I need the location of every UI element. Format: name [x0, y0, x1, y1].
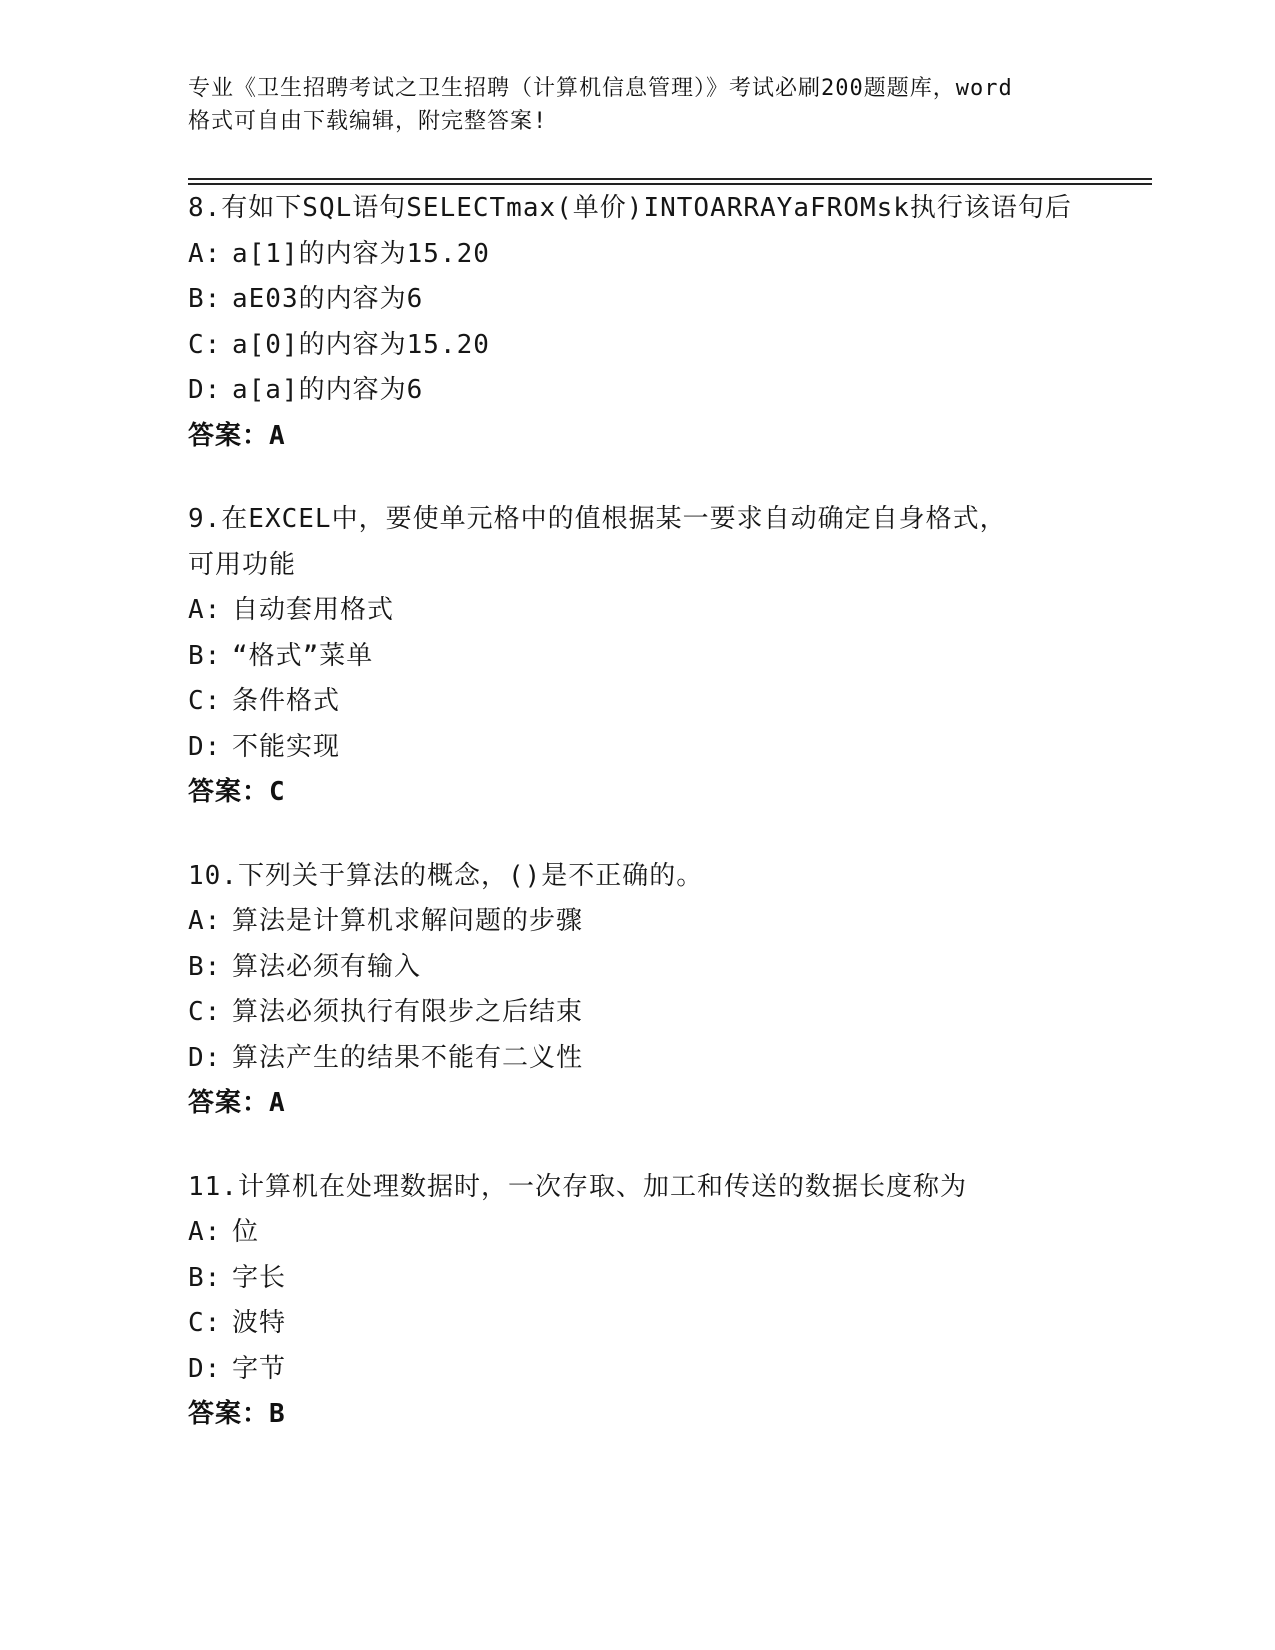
- option-key: D:: [188, 731, 222, 762]
- option-key: B:: [188, 1262, 222, 1293]
- option-key: C:: [188, 329, 222, 360]
- answer-label: 答案：: [188, 777, 270, 807]
- answer-option: [188, 945, 1148, 991]
- answer-line: [188, 1392, 1148, 1438]
- option-text: 算法产生的结果不能有二义性: [232, 1042, 584, 1073]
- answer-option: [188, 1256, 1148, 1302]
- option-text: 字节: [232, 1353, 287, 1384]
- answer-option: [188, 725, 1148, 771]
- option-key: B:: [188, 951, 222, 982]
- answer-value: A: [269, 1088, 286, 1118]
- question-block: [188, 497, 1148, 816]
- option-key: B:: [188, 640, 222, 671]
- option-key: C:: [188, 686, 222, 716]
- answer-line: [188, 1081, 1148, 1127]
- option-text: 算法是计算机求解问题的步骤: [232, 906, 584, 936]
- question-stem: 11.计算机在处理数据时，一次存取、加工和传送的数据长度称为: [188, 1171, 967, 1202]
- option-text: a[a]的内容为6: [232, 375, 424, 405]
- document-header: [188, 72, 1088, 138]
- question-list: [188, 186, 1148, 1476]
- header-divider-top: [188, 178, 1152, 180]
- answer-option: [188, 588, 1148, 634]
- question-stem: 8.有如下SQL语句SELECTmax(单价)INTOARRAYaFROMsk执行该语句后: [188, 193, 1072, 223]
- option-key: D:: [188, 1042, 222, 1073]
- question-block: [188, 854, 1148, 1127]
- answer-option: [188, 232, 1148, 278]
- answer-option: [188, 368, 1148, 414]
- answer-option: [188, 634, 1148, 680]
- answer-value: C: [269, 777, 286, 807]
- option-key: A:: [188, 906, 222, 936]
- answer-label: 答案：: [188, 1399, 270, 1429]
- option-text: “格式”菜单: [232, 640, 374, 671]
- answer-label: 答案：: [188, 1088, 270, 1118]
- answer-label: 答案：: [188, 420, 270, 451]
- answer-option: [188, 1347, 1148, 1393]
- answer-option: [188, 1036, 1148, 1082]
- answer-line: [188, 414, 1148, 460]
- question-block: [188, 1165, 1148, 1438]
- answer-option: [188, 1210, 1148, 1256]
- answer-option: [188, 679, 1148, 725]
- header-line-1: 专业《卫生招聘考试之卫生招聘（计算机信息管理）》考试必刷200题题库，word: [188, 76, 1013, 101]
- answer-value: B: [269, 1399, 286, 1429]
- option-text: a[1]的内容为15.20: [232, 238, 490, 269]
- option-key: B:: [188, 284, 222, 314]
- header-divider-bottom: [188, 183, 1152, 185]
- header-line-2: 格式可自由下载编辑，附完整答案!: [188, 109, 548, 134]
- option-key: D:: [188, 1353, 222, 1384]
- answer-option: [188, 1301, 1148, 1347]
- option-text: 算法必须有输入: [232, 951, 422, 982]
- option-key: A:: [188, 238, 222, 269]
- option-key: A:: [188, 1217, 222, 1247]
- option-text: a[0]的内容为15.20: [232, 329, 490, 360]
- question-stem: 9.在EXCEL中，要使单元格中的值根据某一要求自动确定自身格式，: [188, 504, 1007, 534]
- option-key: C:: [188, 1308, 222, 1338]
- answer-option: [188, 277, 1148, 323]
- option-key: C:: [188, 997, 222, 1027]
- answer-line: [188, 770, 1148, 816]
- option-text: 算法必须执行有限步之后结束: [232, 997, 584, 1027]
- answer-option: [188, 899, 1148, 945]
- option-text: 字长: [232, 1262, 287, 1293]
- option-key: A:: [188, 595, 222, 625]
- option-text: 不能实现: [232, 731, 341, 762]
- option-text: 波特: [232, 1308, 287, 1338]
- option-text: 位: [232, 1217, 260, 1247]
- option-key: D:: [188, 375, 222, 405]
- answer-option: [188, 990, 1148, 1036]
- answer-value: A: [269, 420, 286, 451]
- option-text: 条件格式: [232, 686, 341, 716]
- option-text: aE03的内容为6: [232, 284, 424, 314]
- question-stem: 10.下列关于算法的概念，()是不正确的。: [188, 860, 704, 891]
- answer-option: [188, 323, 1148, 369]
- question-stem: 可用功能: [188, 549, 297, 580]
- option-text: 自动套用格式: [232, 595, 395, 625]
- question-block: [188, 186, 1148, 459]
